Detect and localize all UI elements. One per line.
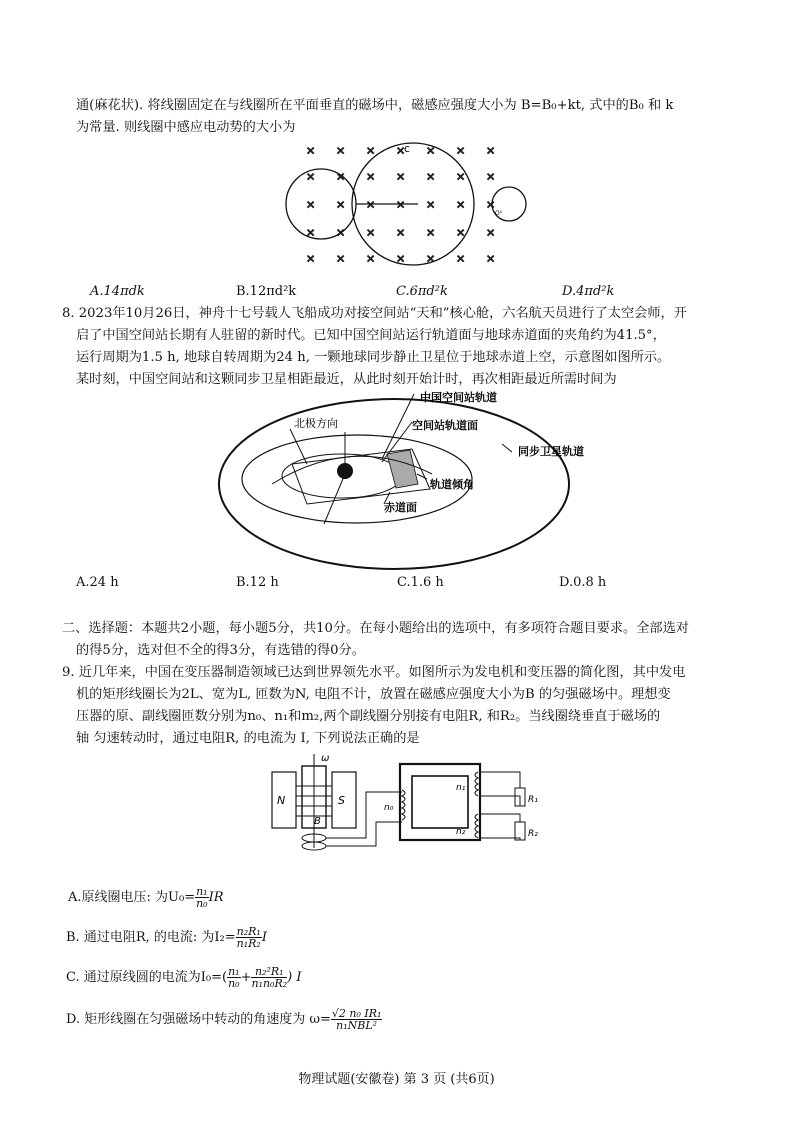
primary-coil xyxy=(402,790,405,820)
label-inclination: 轨道倾角 xyxy=(430,478,474,491)
secondary-coil-1 xyxy=(475,772,478,796)
label-north: 北极方向 xyxy=(294,417,338,430)
q8-line-3: 运行周期为1.5 h, 地球自转周期为24 h, 一颗地球同步静止卫星位于地球赤道上空，示意图如图所示。 xyxy=(76,350,671,365)
secondary-coil-2 xyxy=(475,814,478,838)
field-cross-mark: × xyxy=(336,252,346,265)
inclination-shade xyxy=(387,450,418,488)
label-n1: n₁ xyxy=(456,783,466,793)
label-n2: n₂ xyxy=(456,827,466,837)
fraction-b-num: n₂R₁ xyxy=(236,925,261,938)
field-cross-mark: × xyxy=(396,226,406,239)
fraction-c2-num: n₂²R₁ xyxy=(251,966,287,978)
q7-line-1: 通(麻花状). 将线圈固定在与线圈所在平面垂直的磁场中，磁感应强度大小为 B=B₀+kt, 式中的B₀ 和 k xyxy=(76,98,674,113)
q7-option-a: A.14πdk xyxy=(90,284,145,299)
q7-option-d: D.4πd²k xyxy=(562,284,615,299)
label-n: N xyxy=(277,794,286,807)
q9-line-2: 机的矩形线圈长为2L、宽为L, 匝数为N, 电阻不计，放置在磁感应强度大小为B 的匀强磁场中。理想变 xyxy=(76,687,671,702)
field-cross-mark: × xyxy=(426,226,436,239)
q9-option-d-prefix: D. 矩形线圈在匀强磁场中转动的角速度为 ω= xyxy=(66,1012,331,1027)
page-footer: 物理试题(安徽卷) 第 3 页 (共6页) xyxy=(298,1072,495,1087)
fraction-a-num: n₁ xyxy=(196,885,208,898)
q9-option-a-prefix: A.原线圈电压: 为U₀= xyxy=(68,890,196,905)
earth xyxy=(337,463,353,479)
q7-line-2: 为常量. 则线圈中感应电动势的大小为 xyxy=(76,120,296,135)
field-cross-mark: × xyxy=(366,252,376,265)
q9-line-4: 轴 匀速转动时，通过电阻R, 的电流为 I, 下列说法正确的是 xyxy=(76,731,420,746)
q8-option-d: D.0.8 h xyxy=(559,575,607,590)
q9-option-a-suffix: IR xyxy=(208,890,224,905)
field-cross-mark: × xyxy=(366,198,376,211)
q7-coil-figure xyxy=(276,138,536,278)
field-cross-mark: × xyxy=(426,144,436,157)
q7-option-b: B.12πd²k xyxy=(236,284,297,299)
fraction-d xyxy=(331,1008,383,1031)
label-station-orbit: 中国空间站轨道 xyxy=(420,391,497,404)
field-cross-mark: × xyxy=(426,170,436,183)
fraction-b-den: n₁R₂ xyxy=(236,937,261,950)
fraction-a xyxy=(195,886,209,909)
fraction-c1-den: n₀ xyxy=(228,977,240,990)
q8-line-1: 8. 2023年10月26日，神舟十七号载人飞船成功对接空间站“天和”核心舱，六名航天员进行了太空会师，开 xyxy=(62,306,687,321)
field-cross-mark: × xyxy=(396,252,406,265)
label-s: S xyxy=(338,794,345,807)
label-r2: R₂ xyxy=(528,829,538,839)
field-cross-mark: × xyxy=(306,252,316,265)
section2-line-1: 二、选择题：本题共2小题，每小题5分，共10分。在每小题给出的选项中，有多项符合题目要求。全部选对 xyxy=(62,621,689,636)
fraction-c1-num: n₁ xyxy=(228,965,240,978)
q9-option-b xyxy=(66,926,267,949)
label-b: B xyxy=(314,816,321,827)
field-cross-mark: × xyxy=(306,198,316,211)
field-cross-mark: × xyxy=(396,198,406,211)
q8-option-c: C.1.6 h xyxy=(397,575,444,590)
field-cross-mark: × xyxy=(486,198,496,211)
field-cross-mark: × xyxy=(486,252,496,265)
field-cross-mark: × xyxy=(456,226,466,239)
field-cross-mark: × xyxy=(306,144,316,157)
field-cross-mark: × xyxy=(366,170,376,183)
q9-option-b-prefix: B. 通过电阻R, 的电流: 为I₂= xyxy=(66,930,236,945)
field-cross-mark: × xyxy=(366,226,376,239)
label-geo-orbit: 同步卫星轨道 xyxy=(518,445,584,458)
section2-line-2: 的得5分，选对但不全的得3分，有选错的得0分。 xyxy=(76,643,365,658)
field-cross-mark: × xyxy=(396,144,406,157)
field-cross-mark: × xyxy=(336,226,346,239)
q8-orbit-figure xyxy=(212,384,612,574)
q8-line-4: 某时刻，中国空间站和这颗同步卫星相距最近，从此时刻开始计时，再次相距最近所需时间为 xyxy=(76,372,617,387)
fraction-c2 xyxy=(251,966,287,989)
field-cross-mark: × xyxy=(306,170,316,183)
geo-orbit-ellipse xyxy=(219,399,569,569)
q9-option-c-suffix: ) I xyxy=(287,970,302,985)
q9-option-b-suffix: I xyxy=(261,930,267,945)
label-station-plane: 空间站轨道面 xyxy=(412,419,478,432)
q9-transformer-figure xyxy=(266,752,556,857)
resistor-r2 xyxy=(515,822,525,840)
field-cross-mark: × xyxy=(426,252,436,265)
q9-option-c-prefix: C. 通过原线圆的电流为I₀=( xyxy=(66,970,228,985)
fraction-d-den: n₁NBL² xyxy=(336,1019,378,1032)
field-cross-mark: × xyxy=(336,144,346,157)
fraction-c1 xyxy=(227,966,241,989)
fraction-b xyxy=(236,926,262,949)
q9-line-1: 9. 近几年来，中国在变压器制造领域已达到世界领先水平。如图所示为发电机和变压器的简化图，其中发电 xyxy=(62,665,686,680)
q7-option-c: C.6πd²k xyxy=(396,284,448,299)
fraction-a-den: n₀ xyxy=(196,897,208,910)
q8-option-a: A.24 h xyxy=(76,575,119,590)
fraction-c2-den: n₁n₀R₂ xyxy=(251,977,288,990)
q8-line-2: 启了中国空间站长期有人驻留的新时代。已知中国空间站运行轨道面与地球赤道面的夹角约为41.5°， xyxy=(76,328,666,343)
small-left-coil xyxy=(286,169,356,239)
q9-option-c xyxy=(66,966,302,989)
fraction-d-num: √2 n₀ IR₁ xyxy=(331,1007,382,1020)
field-cross-mark: × xyxy=(396,170,406,183)
field-cross-mark: × xyxy=(486,144,496,157)
q8-option-b: B.12 h xyxy=(236,575,279,590)
field-cross-mark: × xyxy=(486,170,496,183)
q9-option-c-plus: + xyxy=(240,970,252,985)
field-cross-mark: × xyxy=(306,226,316,239)
field-cross-mark: × xyxy=(456,198,466,211)
field-cross-mark: × xyxy=(336,198,346,211)
label-equator-plane: 赤道面 xyxy=(384,501,417,514)
label-o1: O¹ xyxy=(495,210,503,217)
q9-option-a xyxy=(68,886,224,909)
q9-option-d xyxy=(66,1008,382,1031)
label-n0: n₀ xyxy=(384,803,394,813)
q9-line-3: 压器的原、副线圈匝数分别为n₀、n₁和m₂,两个副线圈分别接有电阻R, 和R₂。当线圈绕垂直于磁场的 xyxy=(76,709,661,724)
field-cross-mark: × xyxy=(336,170,346,183)
label-r1: R₁ xyxy=(528,795,538,805)
label-c: c xyxy=(404,142,411,155)
field-cross-mark: × xyxy=(456,144,466,157)
label-omega: ω xyxy=(321,753,330,764)
field-cross-mark: × xyxy=(456,170,466,183)
field-cross-mark: × xyxy=(426,198,436,211)
field-cross-mark: × xyxy=(456,252,466,265)
field-cross-mark: × xyxy=(486,226,496,239)
field-cross-mark: × xyxy=(366,144,376,157)
